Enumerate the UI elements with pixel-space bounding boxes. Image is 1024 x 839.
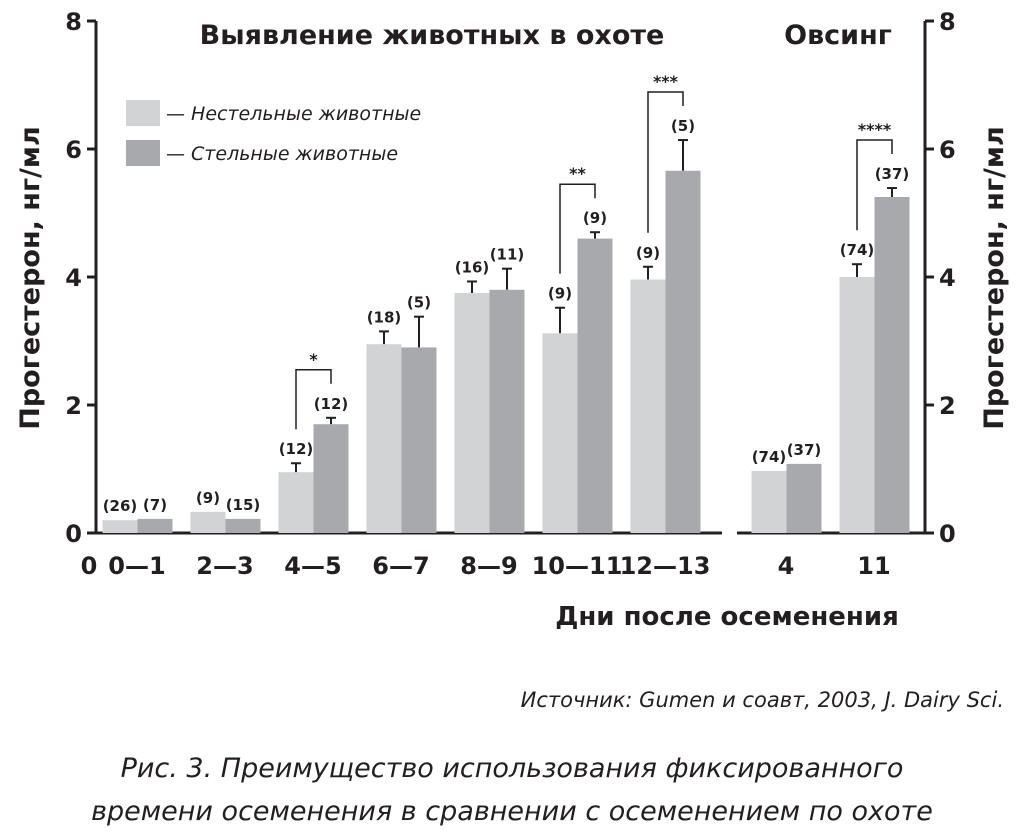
bar-nonpregnant bbox=[191, 512, 226, 533]
panel-title: Выявление животных в охоте bbox=[199, 20, 665, 51]
x-tick-label: 0—1 bbox=[108, 552, 166, 580]
bar-nonpregnant bbox=[752, 471, 787, 533]
sample-size-label: (9) bbox=[582, 209, 608, 228]
bar-nonpregnant bbox=[631, 280, 666, 533]
sample-size-label: (37) bbox=[786, 440, 822, 459]
y-tick-label: 4 bbox=[939, 264, 956, 292]
sample-size-label: (74) bbox=[839, 241, 875, 260]
sample-size-label: (37) bbox=[874, 165, 910, 184]
bar-pregnant bbox=[666, 171, 701, 533]
sample-size-label: (5) bbox=[670, 117, 696, 136]
bar-pregnant bbox=[314, 424, 349, 533]
significance-stars: **** bbox=[857, 120, 892, 140]
bar-nonpregnant bbox=[455, 293, 490, 533]
x-tick-label: 2—3 bbox=[196, 552, 254, 580]
x-axis-title: Дни после осеменения bbox=[555, 602, 899, 632]
sample-size-label: (9) bbox=[547, 284, 573, 303]
x-tick-label: 8—9 bbox=[460, 552, 518, 580]
y-tick-label: 6 bbox=[939, 136, 956, 164]
y-tick-label: 6 bbox=[65, 136, 82, 164]
sample-size-label: (11) bbox=[489, 245, 525, 264]
legend-swatch bbox=[126, 100, 160, 126]
y-axis-title-left: Прогестерон, нг/мл bbox=[15, 126, 46, 430]
significance-stars: * bbox=[309, 349, 318, 369]
sample-size-label: (9) bbox=[195, 488, 221, 507]
sample-size-label: (12) bbox=[313, 394, 349, 413]
bar-nonpregnant bbox=[279, 472, 314, 533]
bar-pregnant bbox=[226, 519, 261, 533]
bar-nonpregnant bbox=[543, 333, 578, 533]
significance-stars: ** bbox=[569, 164, 586, 184]
legend-label: — Стельные животные bbox=[166, 143, 399, 165]
bar-pregnant bbox=[402, 347, 437, 533]
y-tick-label: 2 bbox=[65, 392, 82, 420]
sample-size-label: (16) bbox=[454, 258, 490, 277]
y-tick-label: 2 bbox=[939, 392, 956, 420]
sample-size-label: (15) bbox=[225, 495, 261, 514]
x-tick-label: 4—5 bbox=[284, 552, 342, 580]
sample-size-label: (18) bbox=[366, 308, 402, 327]
x-tick-label: 6—7 bbox=[372, 552, 430, 580]
sample-size-label: (12) bbox=[278, 440, 314, 459]
bar-nonpregnant bbox=[367, 344, 402, 533]
x-tick-label: 4 bbox=[777, 552, 795, 580]
bar-pregnant bbox=[490, 290, 525, 533]
y-tick-label: 0 bbox=[65, 520, 82, 548]
bar-pregnant bbox=[787, 464, 822, 533]
sample-size-label: (5) bbox=[406, 293, 432, 312]
sample-size-label: (74) bbox=[751, 447, 787, 466]
x-tick-label: 12—13 bbox=[619, 552, 711, 580]
legend-label: — Нестельные животные bbox=[166, 103, 422, 125]
panel-title: Овсинг bbox=[784, 20, 892, 51]
sample-size-label: (26) bbox=[102, 497, 138, 516]
x-tick-label: 11 bbox=[857, 552, 891, 580]
sample-size-label: (9) bbox=[635, 243, 661, 262]
y-axis-title-right: Прогестерон, нг/мл bbox=[979, 126, 1010, 430]
x-origin-label: 0 bbox=[80, 552, 98, 580]
bar-pregnant bbox=[138, 519, 173, 533]
bar-nonpregnant bbox=[840, 277, 875, 533]
significance-stars: *** bbox=[652, 72, 679, 92]
source-note: Источник: Gumen и соавт, 2003, J. Dairy Sci. bbox=[520, 688, 1004, 712]
y-tick-label: 4 bbox=[65, 264, 82, 292]
figure-caption-line-1: Рис. 3. Преимущество использования фиксированного bbox=[120, 753, 904, 784]
x-tick-label: 10—11 bbox=[531, 552, 623, 580]
bar-nonpregnant bbox=[103, 520, 138, 533]
y-tick-label: 8 bbox=[939, 8, 956, 36]
figure-caption-line-2: времени осеменения в сравнении с осеменением по охоте bbox=[91, 796, 933, 827]
legend-swatch bbox=[126, 140, 160, 166]
y-tick-label: 8 bbox=[65, 8, 82, 36]
bar-pregnant bbox=[875, 197, 910, 533]
y-tick-label: 0 bbox=[939, 520, 956, 548]
bar-pregnant bbox=[578, 239, 613, 533]
sample-size-label: (7) bbox=[142, 495, 168, 514]
